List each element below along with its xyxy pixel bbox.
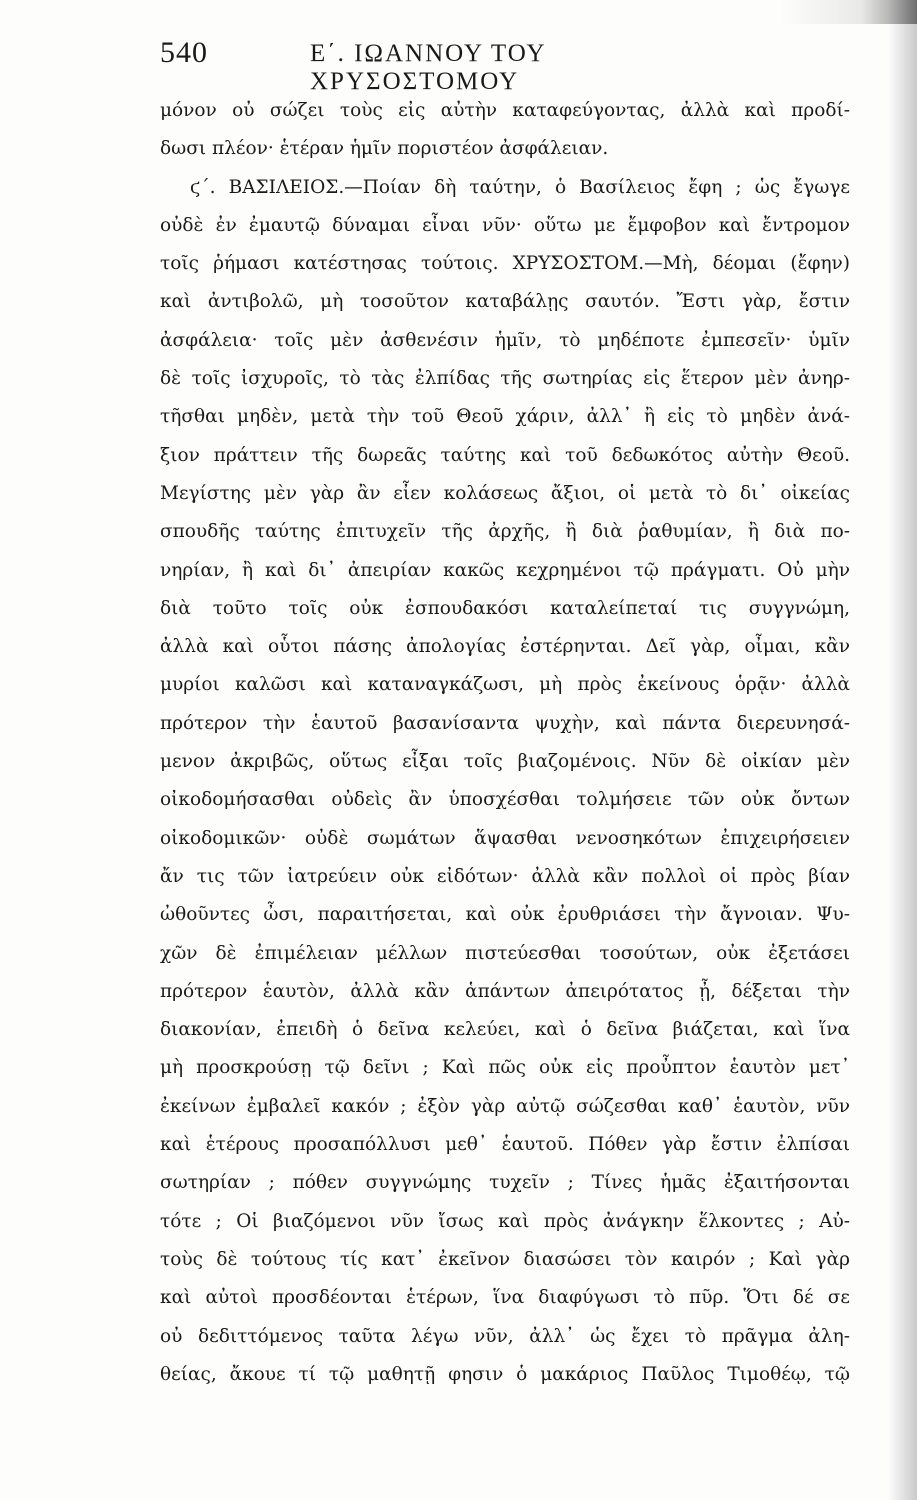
text-line: πρότερον τὴν ἑαυτοῦ βασανίσαντα ψυχὴν, καὶ πάντα διερευνησά-: [160, 712, 850, 734]
running-head: Ε΄. ΙΩΑΝΝΟΥ ΤΟΥ ΧΡΥΣΟΣΤΟΜΟΥ: [310, 40, 546, 95]
text-line: ἀλλὰ καὶ οὗτοι πάσης ἀπολογίας ἐστέρηνται. Δεῖ γὰρ, οἶμαι, κἂν: [160, 636, 850, 658]
text-line: οἰκοδομήσασθαι οὐδεὶς ἂν ὑποσχέσθαι τολμήσειε τῶν οὐκ ὄντων: [160, 789, 850, 811]
text-line: ξιον πράττειν τῆς δωρεᾶς ταύτης καὶ τοῦ δεδωκότος αὐτὴν Θεοῦ.: [160, 444, 850, 466]
text-line: χῶν δὲ ἐπιμέλειαν μέλλων πιστεύεσθαι τοσούτων, οὐκ ἐξετάσει: [160, 942, 850, 964]
text-line: διὰ τοῦτο τοῖς οὐκ ἐσπουδακόσι καταλείπεταί τις συγγνώμη,: [160, 597, 850, 619]
text-line: νηρίαν, ἢ καὶ δι᾽ ἀπειρίαν κακῶς κεχρημένοι τῷ πράγματι. Οὐ μὴν: [160, 559, 850, 581]
text-line: οὐδὲ ἐν ἐμαυτῷ δύναμαι εἶναι νῦν· οὕτω με ἔμφοβον καὶ ἔντρομον: [160, 214, 850, 236]
page-edge-shadow: [887, 0, 917, 1500]
text-line: ἐκείνων ἐμβαλεῖ κακόν ; ἐξὸν γὰρ αὐτῷ σώζεσθαι καθ᾽ ἑαυτὸν, νῦν: [160, 1095, 850, 1117]
text-line: ϛ΄. ΒΑΣΙΛΕΙΟΣ.—Ποίαν δὴ ταύτην, ὁ Βασίλειος ἔφη ; ὡς ἔγωγε: [190, 176, 850, 198]
page-number: 540: [160, 36, 208, 69]
page-corner-shadow: [777, 0, 917, 24]
text-line: τῆσθαι μηδὲν, μετὰ τὴν τοῦ Θεοῦ χάριν, ἀλλ᾽ ἢ εἰς τὸ μηδὲν ἀνά-: [160, 406, 850, 428]
body-text: [160, 92, 850, 1394]
text-line: θείας, ἄκουε τί τῷ μαθητῇ φησιν ὁ μακάριος Παῦλος Τιμοθέῳ, τῷ: [160, 1363, 850, 1385]
text-line: μόνον οὐ σώζει τοὺς εἰς αὐτὴν καταφεύγοντας, ἀλλὰ καὶ προδί-: [160, 100, 850, 121]
text-line: καὶ ἀντιβολῶ, μὴ τοσοῦτον καταβάλῃς σαυτόν. Ἔστι γὰρ, ἔστιν: [160, 291, 850, 313]
text-line: ὠθοῦντες ὦσι, παραιτήσεται, καὶ οὐκ ἐρυθριάσει τὴν ἄγνοιαν. Ψυ-: [160, 904, 850, 926]
text-line: καὶ ἑτέρους προσαπόλλυσι μεθ᾽ ἑαυτοῦ. Πόθεν γὰρ ἔστιν ἐλπίσαι: [160, 1134, 850, 1156]
text-line: διακονίαν, ἐπειδὴ ὁ δεῖνα κελεύει, καὶ ὁ δεῖνα βιάζεται, καὶ ἵνα: [160, 1019, 850, 1041]
text-line: πρότερον ἑαυτὸν, ἀλλὰ κἂν ἁπάντων ἀπειρότατος ᾖ, δέξεται τὴν: [160, 980, 850, 1002]
text-line: τοῖς ῥήμασι κατέστησας τούτοις. ΧΡΥΣΟΣΤΟΜ.—Μὴ, δέομαι (ἔφην): [160, 253, 850, 275]
text-line: Μεγίστης μὲν γὰρ ἂν εἶεν κολάσεως ἄξιοι, οἱ μετὰ τὸ δι᾽ οἰκείας: [160, 482, 850, 504]
text-line: σπουδῆς ταύτης ἐπιτυχεῖν τῆς ἀρχῆς, ἢ διὰ ῥαθυμίαν, ἢ διὰ πο-: [160, 521, 850, 543]
text-line: μενον ἀκριβῶς, οὕτως εἶξαι τοῖς βιαζομένοις. Νῦν δὲ οἰκίαν μὲν: [160, 751, 850, 773]
text-line: ἀσφάλεια· τοῖς μὲν ἀσθενέσιν ἡμῖν, τὸ μηδέποτε ἐμπεσεῖν· ὑμῖν: [160, 329, 850, 351]
text-line: ἄν τις τῶν ἰατρεύειν οὐκ εἰδότων· ἀλλὰ κἂν πολλοὶ οἱ πρὸς βίαν: [160, 865, 850, 887]
text-line: οὐ δεδιττόμενος ταῦτα λέγω νῦν, ἀλλ᾽ ὡς ἔχει τὸ πρᾶγμα ἀλη-: [160, 1325, 850, 1347]
text-line: καὶ αὐτοὶ προσδέονται ἑτέρων, ἵνα διαφύγωσι τὸ πῦρ. Ὅτι δέ σε: [160, 1287, 850, 1309]
text-line: μὴ προσκρούσῃ τῷ δεῖνι ; Καὶ πῶς οὐκ εἰς προὖπτον ἑαυτὸν μετ᾽: [160, 1057, 850, 1079]
text-line: μυρίοι καλῶσι καὶ καταναγκάζωσι, μὴ πρὸς ἐκείνους ὁρᾷν· ἀλλὰ: [160, 674, 850, 696]
text-line: δωσι πλέον· ἑτέραν ἡμῖν ποριστέον ἀσφάλειαν.: [160, 138, 609, 160]
text-line: δὲ τοῖς ἰσχυροῖς, τὸ τὰς ἐλπίδας τῆς σωτηρίας εἰς ἕτερον μὲν ἀνηρ-: [160, 368, 850, 390]
text-line: τοὺς δὲ τούτους τίς κατ᾽ ἐκεῖνον διασώσει τὸν καιρόν ; Καὶ γὰρ: [160, 1248, 850, 1270]
text-line: σωτηρίαν ; πόθεν συγγνώμης τυχεῖν ; Τίνες ἡμᾶς ἐξαιτήσονται: [160, 1172, 850, 1194]
text-line: τότε ; Οἱ βιαζόμενοι νῦν ἴσως καὶ πρὸς ἀνάγκην ἕλκοντες ; Αὐ-: [160, 1210, 850, 1232]
page-header: [160, 36, 700, 95]
text-line: οἰκοδομικῶν· οὐδὲ σωμάτων ἅψασθαι νενοσηκότων ἐπιχειρήσειεν: [160, 827, 850, 849]
